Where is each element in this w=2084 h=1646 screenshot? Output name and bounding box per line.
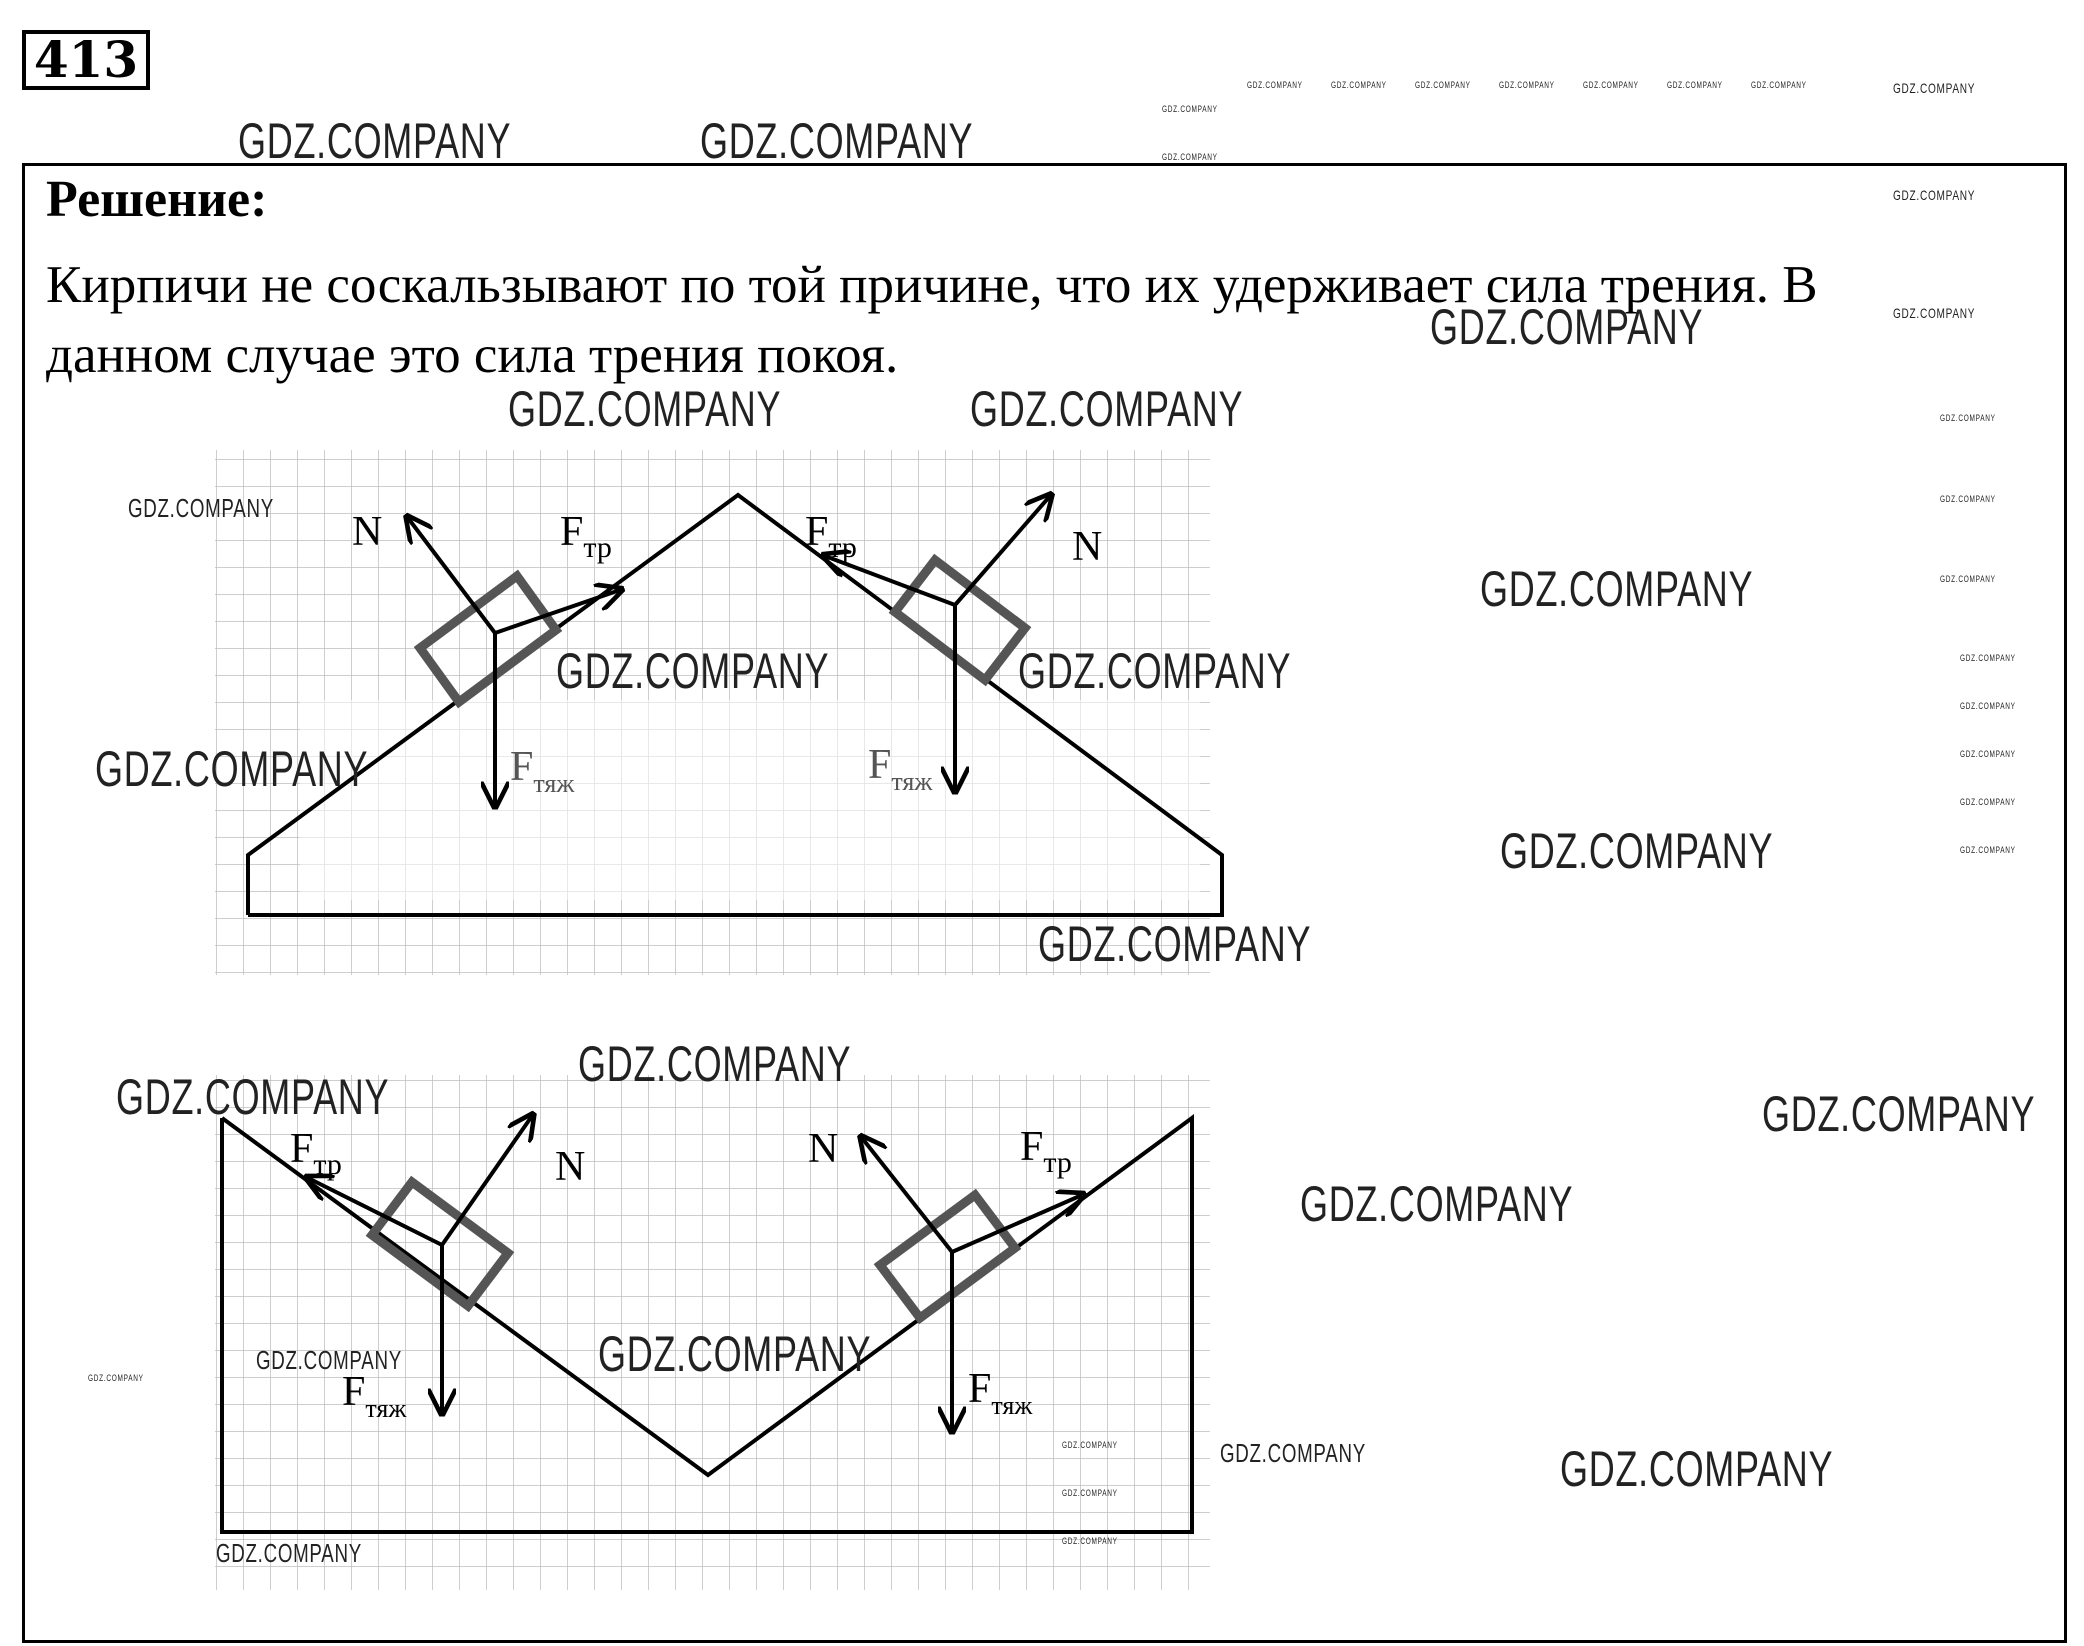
watermark: GDZ.COMPANY: [116, 1069, 390, 1125]
watermark: GDZ.COMPANY: [1583, 80, 1639, 90]
watermark: GDZ.COMPANY: [1430, 299, 1704, 355]
watermark: GDZ.COMPANY: [1960, 749, 2016, 759]
watermark: GDZ.COMPANY: [1247, 80, 1303, 90]
watermark: GDZ.COMPANY: [256, 1345, 402, 1375]
watermark: GDZ.COMPANY: [1162, 152, 1218, 162]
watermark: GDZ.COMPANY: [1499, 80, 1555, 90]
watermark: GDZ.COMPANY: [238, 113, 512, 169]
watermark: GDZ.COMPANY: [1762, 1086, 2036, 1142]
label-friction-3: $F_{тр}$: [290, 1126, 342, 1181]
task-number: 413: [22, 30, 150, 90]
watermark: GDZ.COMPANY: [128, 493, 274, 523]
solution-text-line-2: данном случае это сила трения покоя.: [46, 326, 899, 384]
watermark: GDZ.COMPANY: [1162, 104, 1218, 114]
watermark: GDZ.COMPANY: [1960, 701, 2016, 711]
label-normal-4: N: [808, 1126, 839, 1172]
solution-heading: Решение:: [46, 171, 268, 228]
watermark: GDZ.COMPANY: [1893, 80, 1976, 96]
label-normal-3: N: [555, 1144, 586, 1190]
watermark: GDZ.COMPANY: [1893, 187, 1976, 203]
watermark: GDZ.COMPANY: [1062, 1488, 1118, 1498]
watermark: GDZ.COMPANY: [1893, 305, 1976, 321]
watermark: GDZ.COMPANY: [508, 381, 782, 437]
watermark: GDZ.COMPANY: [1960, 653, 2016, 663]
watermark: GDZ.COMPANY: [556, 643, 830, 699]
watermark: GDZ.COMPANY: [1300, 1176, 1574, 1232]
label-gravity-2: $F_{тяж}$: [868, 742, 933, 796]
label-gravity-1: $F_{тяж}$: [510, 744, 575, 798]
watermark: GDZ.COMPANY: [1940, 494, 1996, 504]
label-normal-1: N: [352, 509, 383, 555]
solution-text-line-1: Кирпичи не соскальзывают по той причине, что их удерживает сила трения. В: [46, 256, 1818, 314]
watermark: GDZ.COMPANY: [1062, 1536, 1118, 1546]
watermark: GDZ.COMPANY: [1960, 845, 2016, 855]
label-normal-2: N: [1072, 524, 1103, 570]
watermark: GDZ.COMPANY: [598, 1326, 872, 1382]
watermark: GDZ.COMPANY: [88, 1373, 144, 1383]
hill-diagram: [215, 450, 1222, 975]
watermark: GDZ.COMPANY: [700, 113, 974, 169]
watermark: GDZ.COMPANY: [216, 1538, 362, 1568]
watermark: GDZ.COMPANY: [578, 1036, 852, 1092]
watermark: GDZ.COMPANY: [1751, 80, 1807, 90]
watermark: GDZ.COMPANY: [1038, 916, 1312, 972]
watermark: GDZ.COMPANY: [1960, 797, 2016, 807]
watermark: GDZ.COMPANY: [1480, 561, 1754, 617]
label-friction-1: $F_{тр}$: [560, 509, 612, 564]
watermark: GDZ.COMPANY: [95, 741, 369, 797]
watermark: GDZ.COMPANY: [1500, 823, 1774, 879]
watermark: GDZ.COMPANY: [1940, 574, 1996, 584]
watermark: GDZ.COMPANY: [1667, 80, 1723, 90]
watermark: GDZ.COMPANY: [1940, 413, 1996, 423]
watermark: GDZ.COMPANY: [1415, 80, 1471, 90]
watermark: GDZ.COMPANY: [1018, 643, 1292, 699]
label-friction-4: $F_{тр}$: [1020, 1124, 1072, 1179]
label-gravity-3: $F_{тяж}$: [342, 1369, 407, 1423]
watermark: GDZ.COMPANY: [1062, 1440, 1118, 1450]
watermark: GDZ.COMPANY: [1220, 1438, 1366, 1468]
watermark: GDZ.COMPANY: [970, 381, 1244, 437]
label-gravity-4: $F_{тяж}$: [968, 1366, 1033, 1420]
watermark: GDZ.COMPANY: [1560, 1441, 1834, 1497]
label-friction-2: $F_{тр}$: [805, 509, 857, 564]
watermark: GDZ.COMPANY: [1331, 80, 1387, 90]
